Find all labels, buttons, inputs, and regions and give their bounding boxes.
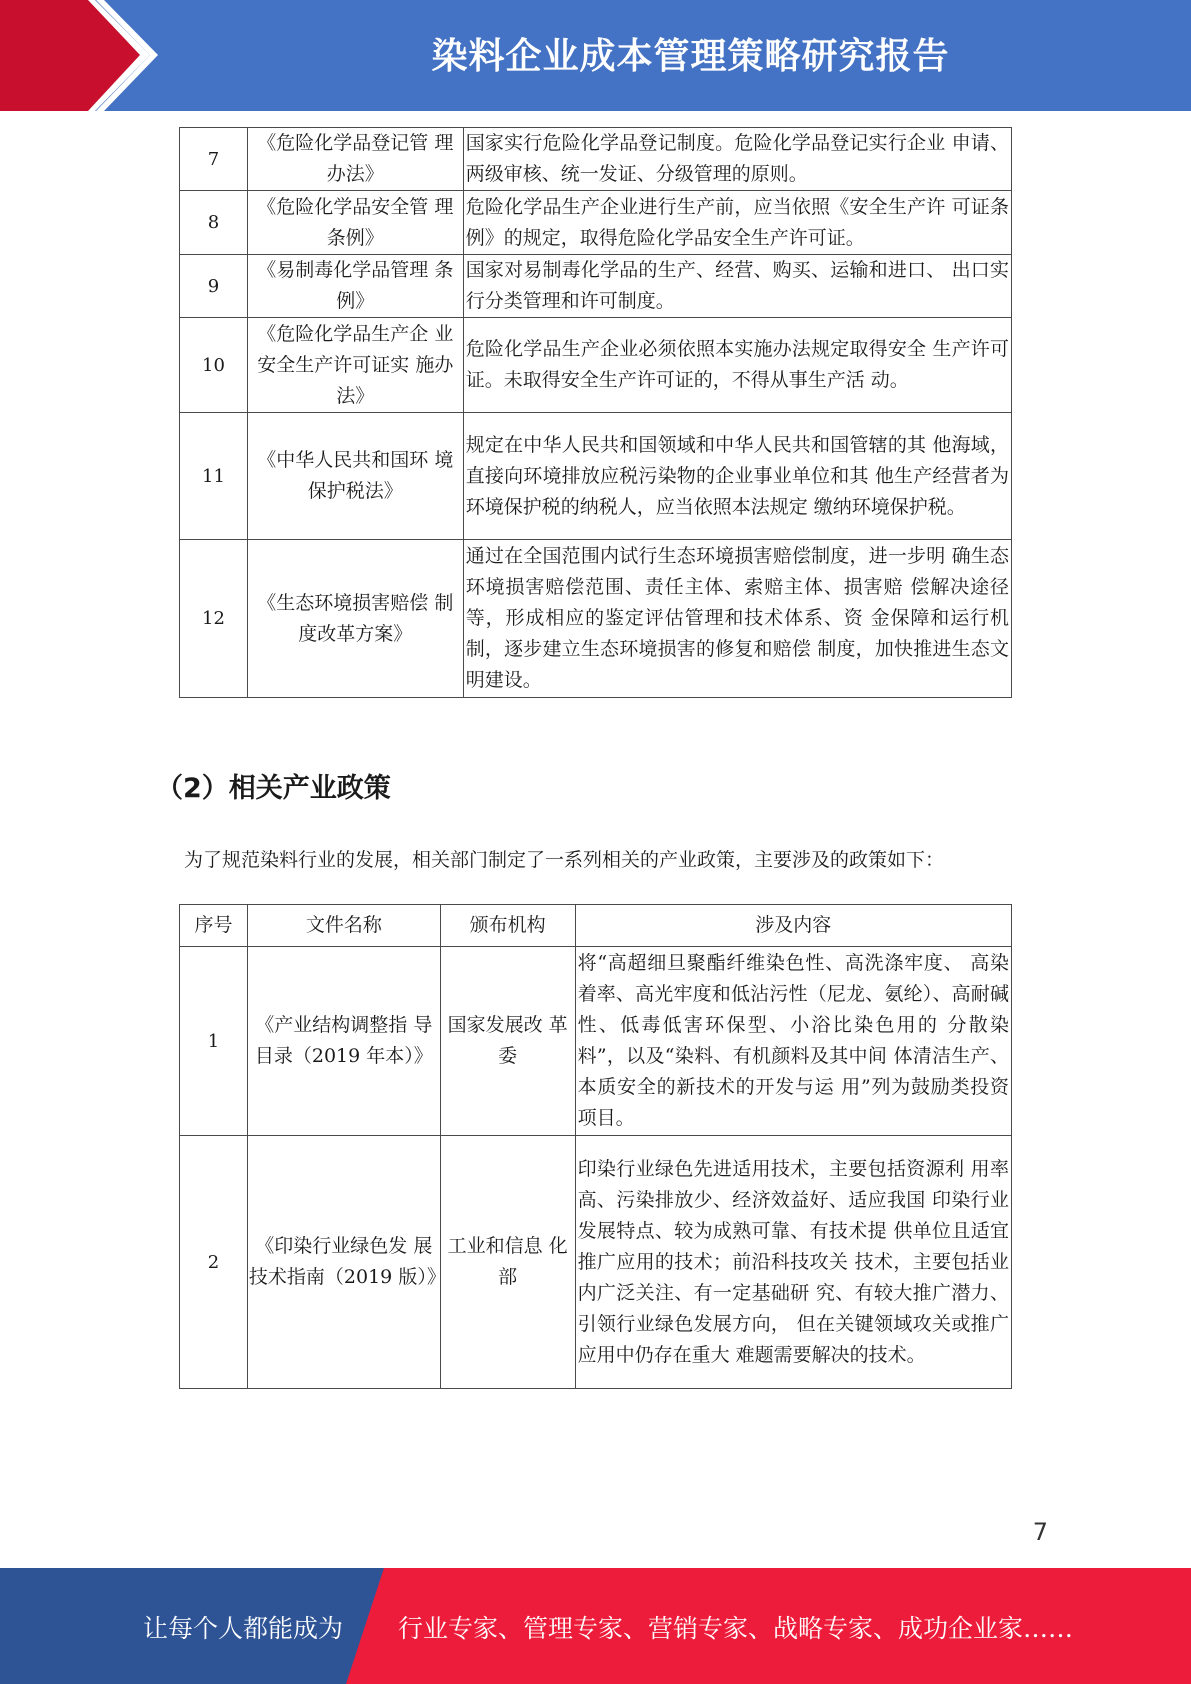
document-name: 《危险化学品安全管 理条例》	[247, 191, 463, 255]
document-content: 通过在全国范围内试行生态环境损害赔偿制度，进一步明 确生态环境损害赔偿范围、责任主体、索赔主体、损害赔 偿解决途径等，形成相应的鉴定评估管理和技术体系、资 金保障和运行机制，逐步建立生态环境损害的修复和赔偿 制度，加快推进生态文明建设。	[463, 540, 1011, 698]
document-content: 危险化学品生产企业必须依照本实施办法规定取得安全 生产许可证。未取得安全生产许可证的，不得从事生产活 动。	[463, 318, 1011, 413]
table-row	[180, 255, 1012, 318]
row-number: 2	[180, 1136, 248, 1389]
header-content: 涉及内容	[575, 905, 1011, 947]
footer-slogan-left: 让每个人都能成为	[143, 1614, 344, 1643]
table-row	[180, 413, 1012, 540]
row-number: 7	[180, 128, 248, 191]
document-content: 危险化学品生产企业进行生产前，应当依照《安全生产许 可证条例》的规定，取得危险化学品安全生产许可证。	[463, 191, 1011, 255]
row-number: 12	[180, 540, 248, 698]
document-content: 国家对易制毒化学品的生产、经营、购买、运输和进口、 出口实行分类管理和许可制度。	[463, 255, 1011, 318]
document-name: 《生态环境损害赔偿 制度改革方案》	[247, 540, 463, 698]
table-row	[180, 1136, 1012, 1389]
row-number: 9	[180, 255, 248, 318]
footer-slogan-right: 行业专家、管理专家、营销专家、战略专家、成功企业家……	[398, 1614, 1074, 1643]
table-row	[180, 540, 1012, 698]
document-content: 将“高超细旦聚酯纤维染色性、高洗涤牢度、 高染着率、高光牢度和低沾污性（尼龙、氨纶）、高耐碱性、低毒低害环保型、小浴比染色用的 分散染料”，以及“染料、有机颜料及其中间 体清洁生产、本质安全的新技术的开发与运 用”列为鼓励类投资项目。	[575, 947, 1011, 1136]
table-row	[180, 947, 1012, 1136]
section-heading: （2）相关产业政策	[156, 773, 391, 804]
row-number: 11	[180, 413, 248, 540]
issuing-body: 国家发展改 革委	[440, 947, 575, 1136]
header-banner	[0, 0, 1191, 111]
issuing-body: 工业和信息 化部	[440, 1136, 575, 1389]
document-content: 印染行业绿色先进适用技术，主要包括资源利 用率高、污染排放少、经济效益好、适应我国 印染行业发展特点、较为成熟可靠、有技术提 供单位且适宜推广应用的技术；前沿科技攻关 技术，主要包括业内广泛关注、有一定基础研 究、有较大推广潜力、引领行业绿色发展方向， 但在关键领域攻关或推广应用中仍存在重大 难题需要解决的技术。	[575, 1136, 1011, 1389]
document-content: 规定在中华人民共和国领域和中华人民共和国管辖的其 他海域，直接向环境排放应税污染物的企业事业单位和其 他生产经营者为环境保护税的纳税人，应当依照本法规定 缴纳环境保护税。	[463, 413, 1011, 540]
document-name: 《产业结构调整指 导目录（2019 年本）》	[247, 947, 440, 1136]
regulations-table	[179, 127, 1012, 698]
document-name: 《危险化学品生产企 业安全生产许可证实 施办法》	[247, 318, 463, 413]
footer-banner	[0, 1568, 1191, 1684]
industry-policy-table	[179, 904, 1012, 1389]
table-row	[180, 128, 1012, 191]
row-number: 1	[180, 947, 248, 1136]
row-number: 8	[180, 191, 248, 255]
document-name: 《中华人民共和国环 境保护税法》	[247, 413, 463, 540]
table-row	[180, 191, 1012, 255]
page-number: 7	[1032, 1518, 1048, 1546]
table-row	[180, 318, 1012, 413]
table-header-row	[180, 905, 1012, 947]
header-document-name: 文件名称	[247, 905, 440, 947]
header-issuing-body: 颁布机构	[440, 905, 575, 947]
row-number: 10	[180, 318, 248, 413]
document-name: 《危险化学品登记管 理办法》	[247, 128, 463, 191]
document-name: 《易制毒化学品管理 条例》	[247, 255, 463, 318]
section-intro: 为了规范染料行业的发展，相关部门制定了一系列相关的产业政策，主要涉及的政策如下：	[184, 849, 945, 871]
report-title: 染料企业成本管理策略研究报告	[431, 36, 950, 77]
document-name: 《印染行业绿色发 展技术指南（2019 版）》	[247, 1136, 440, 1389]
header-number: 序号	[180, 905, 248, 947]
document-content: 国家实行危险化学品登记制度。危险化学品登记实行企业 申请、两级审核、统一发证、分级管理的原则。	[463, 128, 1011, 191]
